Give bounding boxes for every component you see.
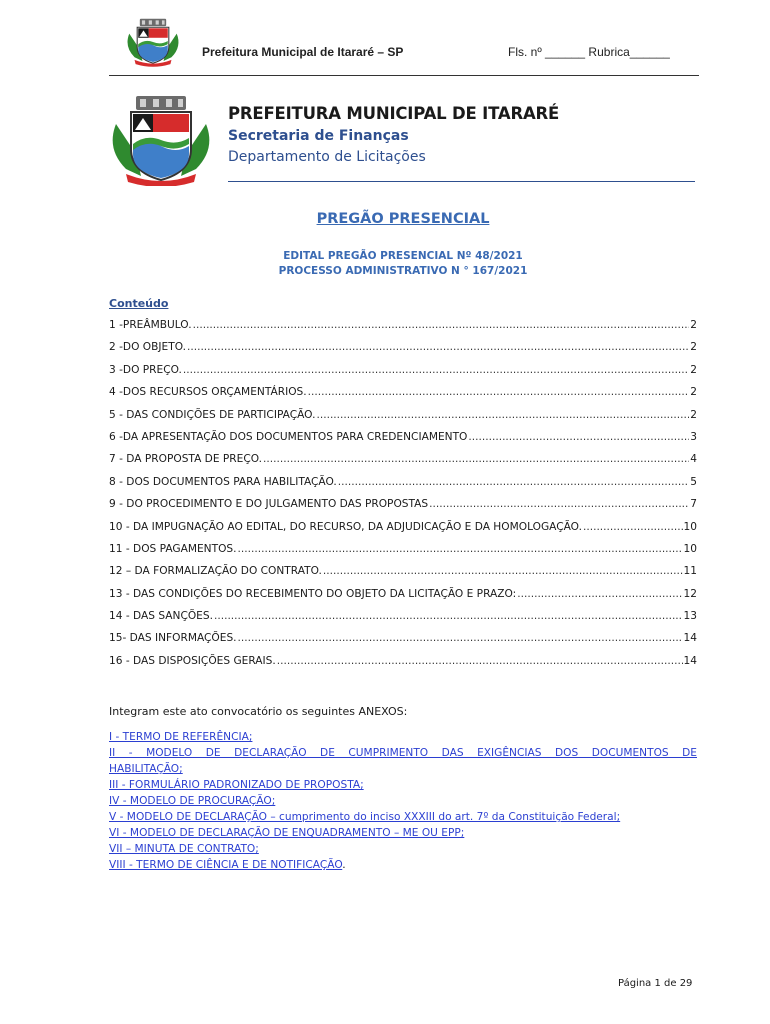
toc-dot-leader [238,543,683,555]
toc-entry[interactable] [109,341,697,363]
annex-final-period: . [342,859,346,871]
table-of-contents [109,319,697,677]
toc-heading[interactable]: Conteúdo [109,297,169,310]
toc-entry-label: 2 -DO OBJETO. [109,341,186,354]
toc-entry-page: 3 [690,430,697,443]
toc-entry-page: 10 [683,520,697,533]
annexes-list [109,729,697,873]
toc-dot-leader [323,565,683,577]
toc-entry-label: 7 - DA PROPOSTA DE PREÇO. [109,453,263,466]
toc-entry-label: 14 - DAS SANÇÕES. [109,610,213,623]
toc-entry-label: 11 - DOS PAGAMENTOS. [109,542,237,555]
toc-entry-page: 13 [683,610,697,623]
toc-entry[interactable] [109,386,697,408]
page-number: Página 1 de 29 [618,978,693,989]
toc-entry-page: 7 [690,498,697,511]
folio-rubric-field: Fls. nº ______ Rubrica______ [508,45,670,59]
toc-dot-leader [468,431,689,443]
department-name: Departamento de Licitações [228,149,426,165]
toc-entry-label: 6 -DA APRESENTAÇÃO DOS DOCUMENTOS PARA CREDENCIAMENTO [109,430,468,443]
secretariat-name: Secretaria de Finanças [228,128,409,144]
running-header-title: Prefeitura Municipal de Itararé – SP [202,45,404,59]
toc-entry-label: 10 - DA IMPUGNAÇÃO AO EDITAL, DO RECURSO, DA ADJUDICAÇÃO E DA HOMOLOGAÇÃO. [109,520,582,533]
organization-name: PREFEITURA MUNICIPAL DE ITARARÉ [228,104,560,123]
toc-entry[interactable] [109,431,697,453]
toc-entry-page: 5 [690,475,697,488]
toc-entry-label: 4 -DOS RECURSOS ORÇAMENTÁRIOS. [109,386,307,399]
toc-entry[interactable] [109,521,697,543]
toc-dot-leader [316,409,689,421]
toc-dot-leader [429,498,689,510]
annexes-intro: Integram este ato convocatório os seguintes ANEXOS: [109,705,408,718]
toc-entry[interactable] [109,610,697,632]
annex-link-1[interactable]: I - TERMO DE REFERÊNCIA; [109,731,253,743]
municipal-crest-small-icon [124,14,182,70]
toc-entry-page: 2 [690,363,697,376]
toc-entry-label: 1 -PREÂMBULO. [109,319,192,331]
annex-link-3[interactable]: III - FORMULÁRIO PADRONIZADO DE PROPOSTA; [109,779,364,791]
toc-dot-leader [517,588,682,600]
edital-number: EDITAL PREGÃO PRESENCIAL Nº 48/2021 [283,250,523,262]
toc-dot-leader [263,453,689,465]
toc-entry[interactable] [109,543,697,565]
toc-entry-page: 2 [690,386,697,399]
toc-entry-label: 8 - DOS DOCUMENTOS PARA HABILITAÇÃO. [109,475,337,488]
toc-dot-leader [193,319,690,331]
toc-entry-page: 2 [690,319,697,331]
toc-entry-page: 14 [683,654,697,667]
process-number: PROCESSO ADMINISTRATIVO N ° 167/2021 [278,265,528,277]
toc-entry[interactable] [109,498,697,520]
toc-dot-leader [214,610,683,622]
annex-link-4[interactable]: IV - MODELO DE PROCURAÇÃO; [109,795,276,807]
toc-entry[interactable] [109,588,697,610]
toc-entry-page: 2 [690,341,697,354]
toc-dot-leader [183,364,689,376]
toc-entry[interactable] [109,364,697,386]
toc-entry[interactable] [109,565,697,587]
toc-entry-label: 15- DAS INFORMAÇÕES. [109,632,237,645]
annex-link-6[interactable]: VI - MODELO DE DECLARAÇÃO DE ENQUADRAMENTO – ME OU EPP; [109,827,465,839]
toc-entry-label: 9 - DO PROCEDIMENTO E DO JULGAMENTO DAS PROPOSTAS [109,498,429,511]
document-title: PREGÃO PRESENCIAL [316,211,490,227]
municipal-crest-icon [106,94,216,186]
toc-entry-page: 2 [690,408,697,421]
toc-entry-page: 11 [683,565,697,578]
toc-entry-page: 14 [683,632,697,645]
toc-dot-leader [338,476,689,488]
annex-link-8[interactable]: VIII - TERMO DE CIÊNCIA E DE NOTIFICAÇÃO. [109,859,346,871]
toc-entry[interactable] [109,476,697,498]
annex-link-7[interactable]: VII – MINUTA DE CONTRATO; [109,843,259,855]
annex-link-5[interactable]: V - MODELO DE DECLARAÇÃO – cumprimento do inciso XXXIII do art. 7º da Constituição Federal; [109,811,621,823]
toc-entry-label: 13 - DAS CONDIÇÕES DO RECEBIMENTO DO OBJETO DA LICITAÇÃO E PRAZO: [109,587,517,600]
letterhead-divider [228,181,695,182]
toc-dot-leader [238,632,683,644]
toc-entry[interactable] [109,409,697,431]
header-divider [109,75,699,76]
toc-entry-page: 4 [690,453,697,466]
toc-dot-leader [308,386,690,398]
toc-entry-label: 5 - DAS CONDIÇÕES DE PARTICIPAÇÃO. [109,408,316,421]
toc-entry[interactable] [109,632,697,654]
toc-dot-leader [583,521,683,533]
toc-entry[interactable] [109,655,697,677]
toc-entry-label: 3 -DO PREÇO. [109,363,182,376]
annex-link-2-continued[interactable]: HABILITAÇÃO; [109,763,183,775]
toc-entry-page: 10 [683,542,697,555]
toc-entry[interactable] [109,319,697,341]
toc-entry-label: 16 - DAS DISPOSIÇÕES GERAIS. [109,654,276,667]
toc-entry-page: 12 [683,587,697,600]
toc-entry[interactable] [109,453,697,475]
toc-entry-label: 12 – DA FORMALIZAÇÃO DO CONTRATO. [109,565,322,578]
toc-dot-leader [277,655,683,667]
annex-link-2[interactable]: II - MODELO DE DECLARAÇÃO DE CUMPRIMENTO DAS EXIGÊNCIAS DOS DOCUMENTOS DE [109,747,697,759]
toc-dot-leader [187,341,689,353]
